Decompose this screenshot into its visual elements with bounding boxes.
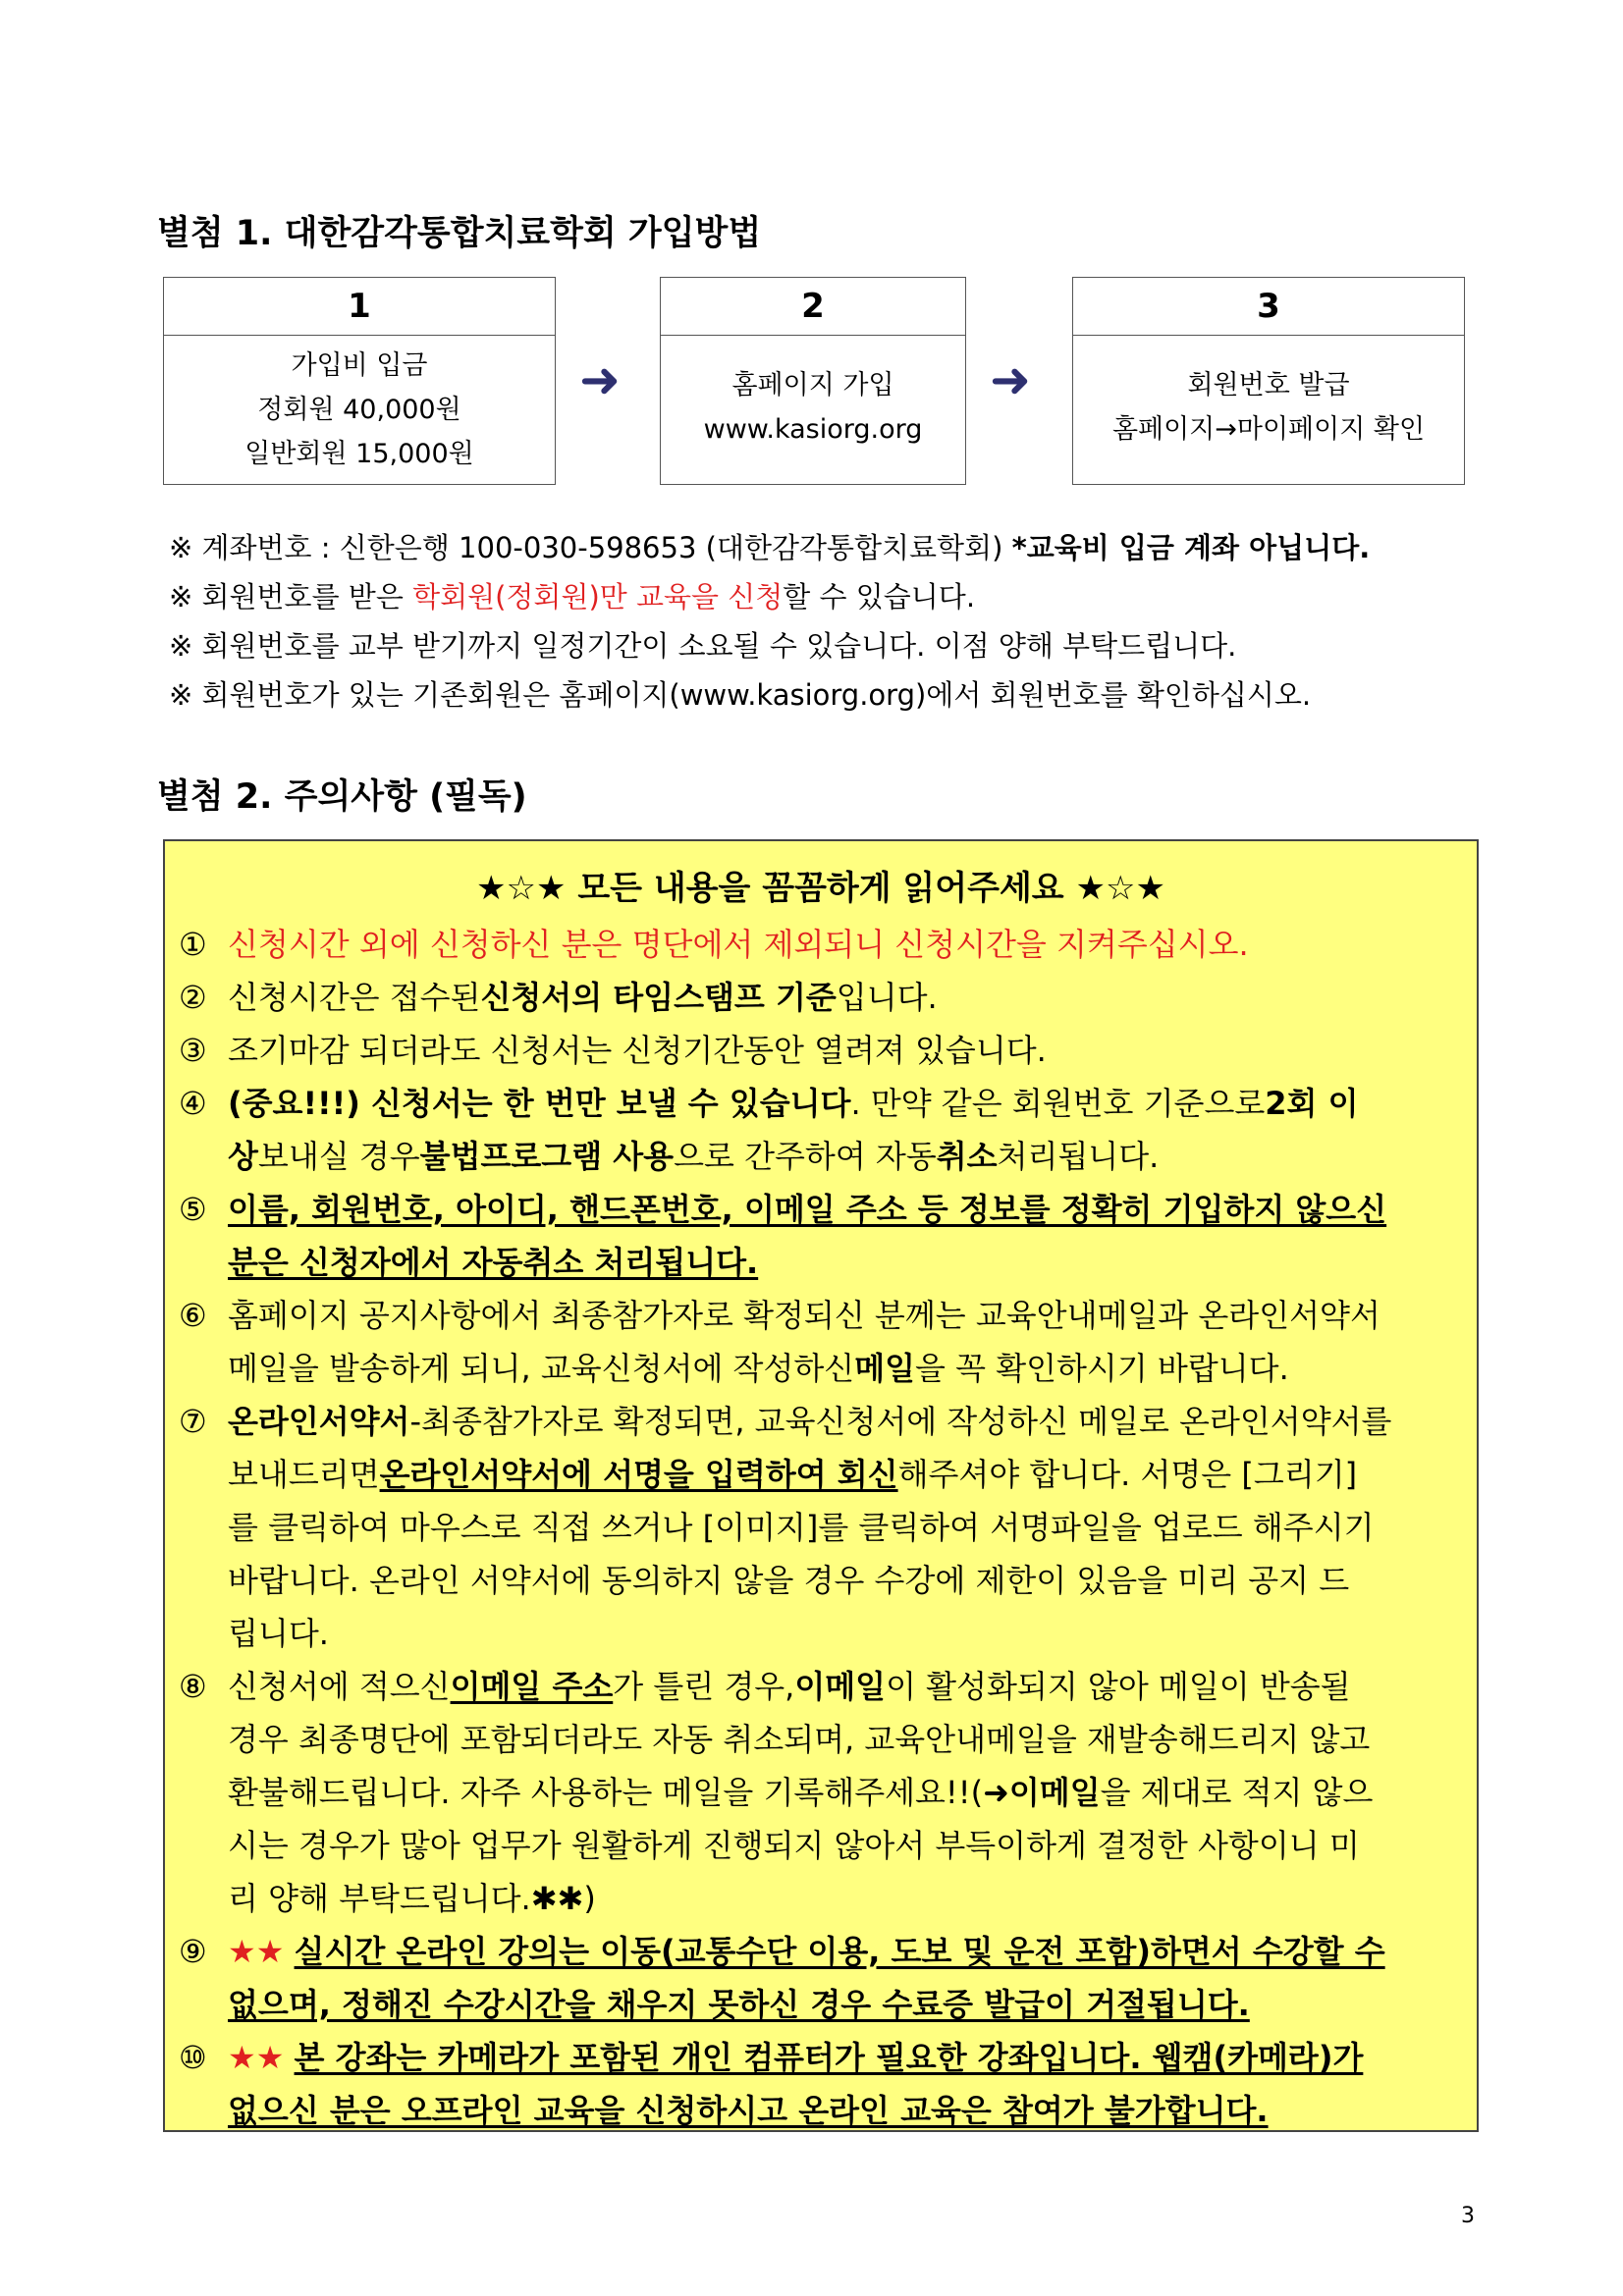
step-box-3	[1072, 277, 1465, 485]
note-issue-period: ※ 회원번호를 교부 받기까지 일정기간이 소요될 수 있습니다. 이점 양해 부탁드립니다.	[169, 629, 1237, 663]
step-number: 1	[164, 278, 555, 336]
arrow-right-icon: ➜	[990, 351, 1031, 408]
step-line: 홈페이지→마이페이지 확인	[1111, 414, 1426, 445]
notice-item-4: ④ (중요!!!) 신청서는 한 번만 보낼 수 있습니다 . 만약 같은 회원번호 기준으로 2회 이 상 보내실 경우 불법프로그램 사용 으로 간주하여 자동 취소 처리됩니다.	[179, 1085, 1359, 1175]
arrow-right-icon: ➜	[579, 351, 621, 408]
notice-item-8: ⑧ 신청서에 적으신 이메일 주소 가 틀린 경우, 이메일 이 활성화되지 않아 메일이 반송될 경우 최종명단에 포함되더라도 자동 취소되며, 교육안내메일을 재발송해드리지 않고 환불해드립니다. 자주 사용하는 메일을 기록해주세요!!( ➜이메일 을 제대로 적지 않으 시는 경우가 많아 업무가 원활하게 진행되지 않아서 부득이하게 결정한 사항이니 미 리 양해 부탁드립니다.✱✱)	[179, 1668, 1374, 1917]
section2-heading: 별첨 2. 주의사항 (필독)	[157, 777, 527, 817]
section1-heading: 별첨 1. 대한감각통합치료학회 가입방법	[157, 214, 762, 253]
step-line: 홈페이지 가입	[731, 370, 894, 400]
note-member-only: ※ 회원번호를 받은 학회원(정회원)만 교육을 신청할 수 있습니다.	[169, 580, 976, 614]
notice-item-3: ③ 조기마감 되더라도 신청서는 신청기간동안 열려져 있습니다.	[179, 1032, 1047, 1069]
star-icon: ★★	[228, 1933, 285, 1970]
notice-panel	[163, 839, 1479, 2132]
step-line: 가입비 입금	[291, 350, 428, 381]
notice-item-6: ⑥ 홈페이지 공지사항에서 최종참가자로 확정되신 분께는 교육안내메일과 온라인서약서 메일을 발송하게 되니, 교육신청서에 작성하신 메일 을 꼭 확인하시기 바랍니다.	[179, 1297, 1380, 1387]
notice-item-9: ⑨ ★★ 실시간 온라인 강의는 이동(교통수단 이용, 도보 및 운전 포함)하면서 수강할 수 없으며, 정해진 수강시간을 채우지 못하신 경우 수료증 발급이 거절됩니다.	[179, 1925, 1461, 2031]
step-box-2	[660, 277, 966, 485]
notice-item-2: ② 신청시간은 접수된 신청서의 타임스탬프 기준 입니다.	[179, 979, 938, 1016]
notice-item-7: ⑦ 온라인서약서 -최종참가자로 확정되면, 교육신청서에 작성하신 메일로 온라인서약서를 보내드리면 온라인서약서에 서명을 입력하여 회신 해주셔야 합니다. 서명은 [그리기] 를 클릭하여 마우스로 직접 쓰거나 [이미지]를 클릭하여 서명파일을 업로드 해주시기 바랍니다. 온라인 서약서에 동의하지 않을 경우 수강에 제한이 있음을 미리 공지 드 립니다.	[179, 1403, 1392, 1652]
step-box-1	[163, 277, 556, 485]
note-account: ※ 계좌번호 : 신한은행 100-030-598653 (대한감각통합치료학회) *교육비 입금 계좌 아닙니다.	[169, 531, 1371, 564]
notice-item-1: ① 신청시간 외에 신청하신 분은 명단에서 제외되니 신청시간을 지켜주십시오.	[179, 926, 1249, 963]
page-number: 3	[1461, 2204, 1475, 2228]
step-link: www.kasiorg.org	[703, 414, 923, 445]
step-line: 정회원 40,000원	[257, 395, 461, 425]
panel-title: ★☆★ 모든 내용을 꼼꼼하게 읽어주세요 ★☆★	[476, 869, 1165, 908]
step-line: 일반회원 15,000원	[244, 439, 474, 469]
step-number: 2	[661, 278, 965, 336]
step-line: 회원번호 발급	[1187, 370, 1350, 400]
notice-item-10: ⑩ ★★ 본 강좌는 카메라가 포함된 개인 컴퓨터가 필요한 강좌입니다. 웹캠(카메라)가 없으신 분은 오프라인 교육을 신청하시고 온라인 교육은 참여가 불가합니다.	[179, 2031, 1461, 2137]
star-icon: ★★	[228, 2039, 285, 2076]
notice-item-5: ⑤ 이름, 회원번호, 아이디, 핸드폰번호, 이메일 주소 등 정보를 정확히 기입하지 않으신 분은 신청자에서 자동취소 처리됩니다.	[179, 1191, 1387, 1281]
step-number: 3	[1073, 278, 1464, 336]
note-existing-member: ※ 회원번호가 있는 기존회원은 홈페이지(www.kasiorg.org)에서 회원번호를 확인하십시오.	[169, 678, 1312, 712]
